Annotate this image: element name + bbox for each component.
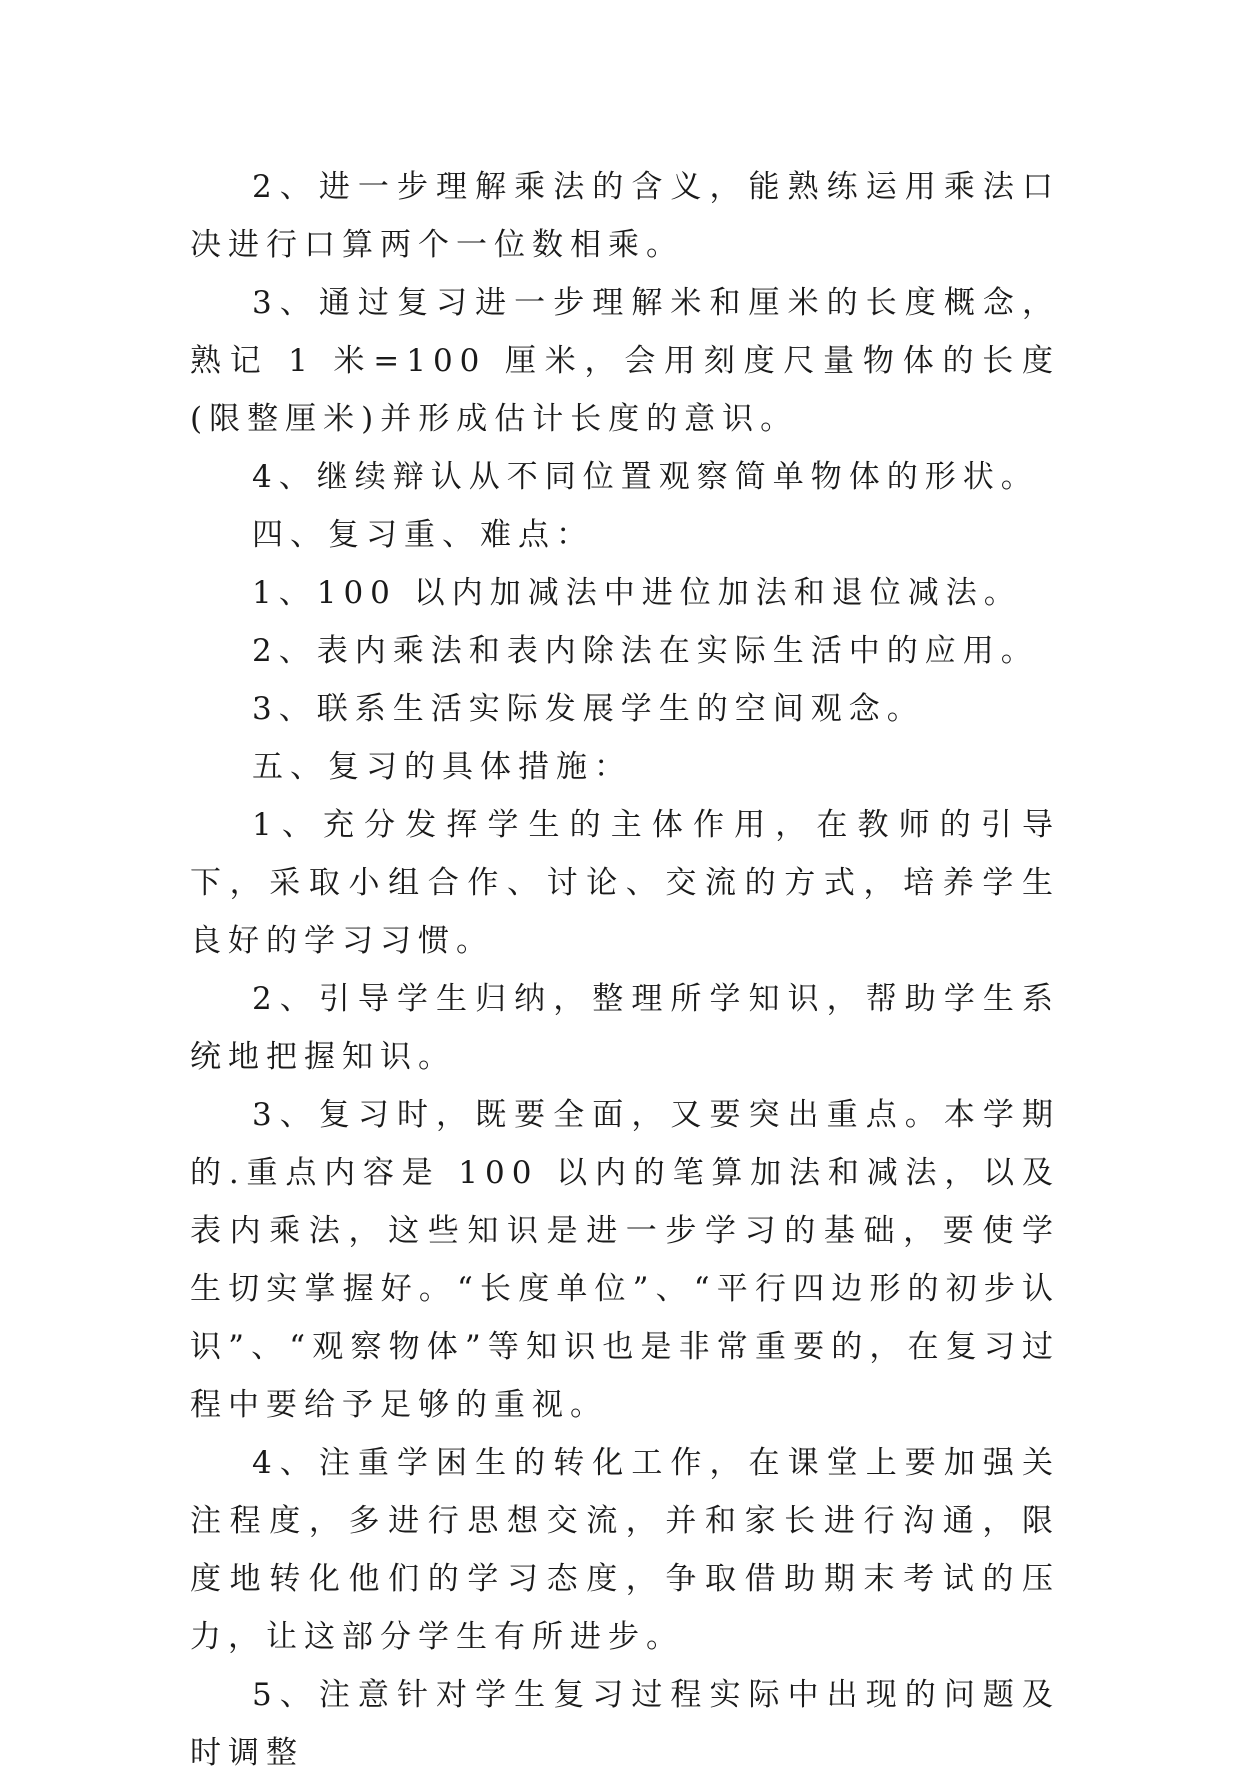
paragraph-2: 3、通过复习进一步理解米和厘米的长度概念，熟记 1 米=100 厘米，会用刻度尺量物体的长度(限整厘米)并形成估计长度的意识。	[190, 285, 1060, 437]
paragraph-13: 5、注意针对学生复习过程实际中出现的问题及时调整	[190, 1677, 1060, 1771]
paragraph-1: 2、进一步理解乘法的含义，能熟练运用乘法口决进行口算两个一位数相乘。	[190, 169, 1060, 263]
document-body	[190, 158, 1060, 1782]
paragraph-11: 3、复习时，既要全面，又要突出重点。本学期的.重点内容是 100 以内的笔算加法和减法，以及表内乘法，这些知识是进一步学习的基础，要使学生切实掌握好。“长度单位”、“平行四边形的初步认识”、“观察物体”等知识也是非常重要的，在复习过程中要给予足够的重视。	[190, 1097, 1060, 1423]
paragraph-3: 4、继续辩认从不同位置观察简单物体的形状。	[252, 459, 1039, 495]
paragraph-6: 2、表内乘法和表内除法在实际生活中的应用。	[252, 633, 1039, 669]
section-heading-4: 四、复习重、难点：	[252, 517, 594, 553]
paragraph-7: 3、联系生活实际发展学生的空间观念。	[252, 691, 925, 727]
paragraph-9: 1、充分发挥学生的主体作用，在教师的引导下，采取小组合作、讨论、交流的方式，培养学生良好的学习习惯。	[190, 807, 1060, 959]
section-heading-5: 五、复习的具体措施：	[252, 749, 632, 785]
paragraph-10: 2、引导学生归纳，整理所学知识，帮助学生系统地把握知识。	[190, 981, 1060, 1075]
paragraph-12: 4、注重学困生的转化工作，在课堂上要加强关注程度，多进行思想交流，并和家长进行沟通，限度地转化他们的学习态度，争取借助期末考试的压力，让这部分学生有所进步。	[190, 1445, 1060, 1655]
paragraph-5: 1、100 以内加减法中进位加法和退位减法。	[252, 575, 1022, 611]
